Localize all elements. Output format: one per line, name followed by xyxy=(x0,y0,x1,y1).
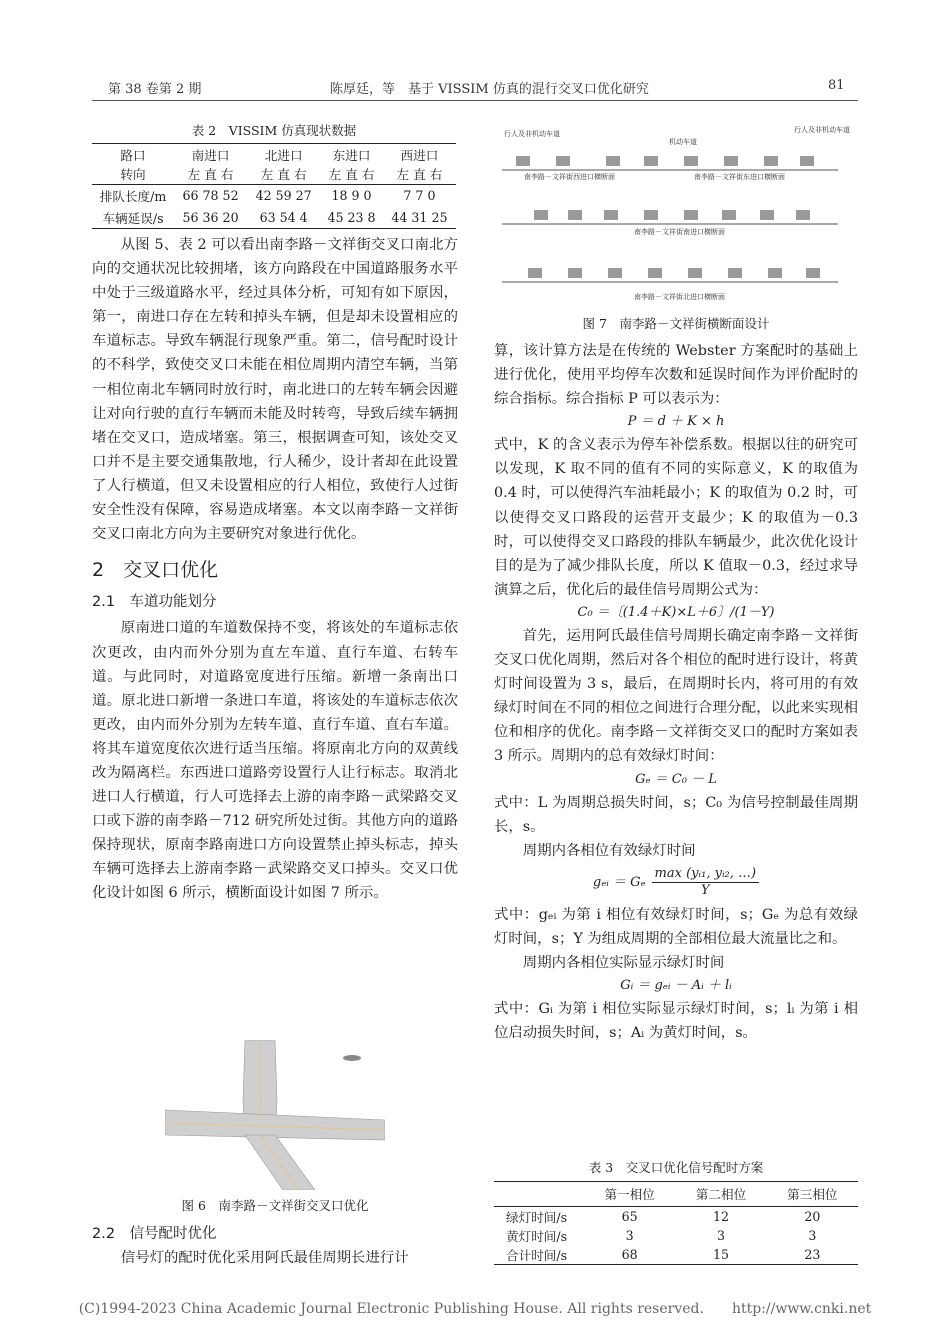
equation-green: Gₑ ＝ C₀ － L xyxy=(635,771,717,787)
paragraph: 式中：gₑᵢ 为第 i 相位有效绿灯时间，s；Gₑ 为总有效绿灯时间，s；Y 为组成周期的全部相位最大流量比之和。 xyxy=(494,906,858,947)
table2-queue-label: 排队长度/m xyxy=(99,188,167,204)
paragraph: 从图 5、表 2 可以看出南李路－文祥街交叉口南北方向的交通状况比较拥堵，该方向路段在中国道路服务水平中处于三级道路水平，经过具体分析，可知有如下原因，第一，南进口存在左转和掉头车辆，但是却未设置相应的车道标志。导致车辆混行现象严重。第二，信号配时设计的不科学，致使交叉口未能在相位周期内清空车辆，当第一相位南北车辆同时放行时，南北进口的左转车辆会因避让对向行驶的直行车辆而未能及时转弯，导致后续车辆拥堵在交叉口，造成堵塞。第三，根据调查可知，该处交叉口并不是主要交通集散地，行人稀少，设计者却在此设置了人行横道，但又未设置相应的行人相位，致使行人过街安全性没有保障，容易造成堵塞。本文以南李路－文祥街交叉口南北方向为主要研究对象进行优化。 xyxy=(92,237,458,543)
table3-cell: 12 xyxy=(712,1208,729,1224)
paragraph: 式中：Gᵢ 为第 i 相位实际显示绿灯时间，s；lᵢ 为第 i 相位启动损失时间，s；Aᵢ 为黄灯时间，s。 xyxy=(494,1001,858,1042)
page-number: 81 xyxy=(828,78,845,93)
paragraph: 算，该计算方法是在传统的 Webster 方案配时的基础上进行优化，使用平均停车次数和延误时间作为评价配时的综合指标。综合指标 P 可以表示为： xyxy=(494,343,858,408)
table3-cell: 65 xyxy=(621,1208,638,1224)
table3-header: 第一相位 xyxy=(604,1187,655,1203)
subsection-heading: 2.2 信号配时优化 xyxy=(92,1226,217,1242)
paragraph: 周期内各相位实际显示绿灯时间 xyxy=(522,954,725,971)
fig7-section-north: 南李路－文祥街北进口横断面 xyxy=(634,293,725,301)
journal-issue: 第 38 卷第 2 期 xyxy=(108,82,202,97)
subsection-heading: 2.1 车道功能划分 xyxy=(92,594,217,611)
section-heading: 2 交叉口优化 xyxy=(92,559,219,582)
table2-cell: 42 59 27 xyxy=(255,187,312,203)
table3-row-label: 黄灯时间/s xyxy=(506,1228,568,1244)
figure7-cross-sections xyxy=(494,122,858,308)
equation-phase-green xyxy=(494,863,858,903)
table3-header: 第二相位 xyxy=(695,1187,747,1203)
table2 xyxy=(92,143,456,229)
fig7-section-south: 南李路－文祥街南进口横断面 xyxy=(634,228,725,236)
table2-cell: 63 54 4 xyxy=(259,209,308,225)
table2-turns: 左 直 右 xyxy=(260,167,307,183)
table2-turns: 左 直 右 xyxy=(328,167,375,183)
paragraph: 周期内各相位有效绿灯时间 xyxy=(522,842,696,859)
figure6-intersection xyxy=(165,1040,385,1190)
table3-caption: 表 3 交叉口优化信号配时方案 xyxy=(588,1160,764,1175)
table3-cell: 3 xyxy=(716,1227,725,1243)
table2-cell: 44 31 25 xyxy=(391,209,448,225)
table2-cell: 45 23 8 xyxy=(327,209,376,225)
table3 xyxy=(494,1181,858,1265)
table2-cell: 66 78 52 xyxy=(182,187,239,203)
fig7-label-ped2: 行人及非机动车道 xyxy=(794,126,850,134)
equation-cycle: C₀ ＝〔(1.4＋K)×L＋6〕/(1－Y) xyxy=(577,604,775,620)
figure7-caption: 图 7 南李路－文祥街横断面设计 xyxy=(582,316,770,331)
table2-turns: 左 直 右 xyxy=(396,167,443,183)
fig7-label-motor: 机动车道 xyxy=(669,138,697,146)
table3-cell: 20 xyxy=(804,1208,821,1224)
table2-caption: 表 2 VISSIM 仿真现状数据 xyxy=(191,123,357,138)
table2-approach: 南进口 xyxy=(191,147,230,163)
left-column xyxy=(92,233,458,906)
equation-fraction xyxy=(652,866,760,899)
table2-cell: 18 9 0 xyxy=(331,187,372,203)
table2-cell: 7 7 0 xyxy=(403,187,436,203)
paragraph: 式中，K 的含义表示为停车补偿系数。根据以往的研究可以发现，K 取不同的值有不同的实际意义，K 的取值为 0.4 时，可以使得汽车油耗最小；K 的取值为 0.2 时，可以使得交叉口路段的运营开支最少；K 的取值为－0.3 时，可以使得交叉口路段的排队车辆最少，此次优化设计目的是为了减少排队长度，所以 K 值取－0.3，经过求导演算之后，优化后的最佳信号周期公式为： xyxy=(494,437,858,598)
left-column-tail xyxy=(92,1246,458,1270)
fig7-section-east: 南李路－文祥街东进口横断面 xyxy=(694,173,785,181)
table3-cell: 68 xyxy=(621,1246,638,1262)
table3-header: 第三相位 xyxy=(787,1187,838,1203)
equation-p: P ＝ d ＋ K × h xyxy=(627,414,725,430)
equation-numerator: max (yᵢ₁, yᵢ₂, …) xyxy=(652,866,760,883)
table2-row-label-2: 转向 xyxy=(120,167,146,183)
table3-cell: 23 xyxy=(804,1246,821,1262)
equation-lhs: gₑᵢ ＝ Gₑ xyxy=(592,874,646,890)
equation-actual-green: Gᵢ ＝ gₑᵢ － Aᵢ ＋ lᵢ xyxy=(620,978,732,994)
table3-row-label: 绿灯时间/s xyxy=(506,1209,568,1225)
table2-cell: 56 36 20 xyxy=(182,209,239,225)
table2-approach: 北进口 xyxy=(264,147,303,163)
right-column xyxy=(494,339,858,1045)
equation-denominator: Y xyxy=(701,883,710,899)
paragraph: 原南进口道的车道数保持不变，将该处的车道标志依次更改，由内而外分别为直左车道、直行车道、右转车道。与此同时，对道路宽度进行压缩。新增一条南出口道。原北进口新增一条进口车道，将该处的车道标志依次更改，由内而外分别为左转车道、直行车道、直右车道。将其车道宽度依次进行适当压缩。将原南北方向的双黄线改为隔离栏。东西进口道路旁设置行人让行标志。取消北进口人行横道，行人可选择去上游的南李路－武梁路交叉口或下游的南李路－712 研究所处过街。其他方向的道路保持现状，原南李路南进口方向设置禁止掉头标志，掉头车辆可选择去上游南李路－武梁路交叉口掉头。交叉口优化设计如图 6 所示，横断面设计如图 7 所示。 xyxy=(92,620,458,902)
fig7-label-ped: 行人及非机动车道 xyxy=(504,130,560,138)
paragraph: 首先，运用阿氏最佳信号周期长确定南李路－文祥街交叉口优化周期，然后对各个相位的配时进行设计，将黄灯时间设置为 3 s，最后，在周期时长内，将可用的有效绿灯时间在不同的相位之间进行合理分配，以此来实现相位和相序的优化。南李路－文祥街交叉口的配时方案如表 3 所示。周期内的总有效绿灯时间： xyxy=(494,627,858,765)
copyright-footer: (C)1994-2023 China Academic Journal Electronic Publishing House. All rights reserved. http://www.cnki.net xyxy=(78,1301,872,1317)
table3-cell: 3 xyxy=(625,1227,634,1243)
table2-turns: 左 直 右 xyxy=(187,167,234,183)
table2-delay-label: 车辆延误/s xyxy=(102,210,164,226)
running-title: 陈厚廷，等 基于 VISSIM 仿真的混行交叉口优化研究 xyxy=(330,82,649,97)
figure6-caption: 图 6 南李路－文祥街交叉口优化 xyxy=(181,1198,369,1213)
header-rule xyxy=(92,100,858,101)
table3-cell: 3 xyxy=(808,1227,817,1243)
table3-cell: 15 xyxy=(712,1246,729,1262)
table3-row-label: 合计时间/s xyxy=(506,1247,568,1263)
table2-approach: 西进口 xyxy=(400,147,439,163)
table2-approach: 东进口 xyxy=(332,147,371,163)
paragraph: 信号灯的配时优化采用阿氏最佳周期长进行计 xyxy=(120,1250,409,1266)
fig7-section-west: 南李路－文祥街西进口横断面 xyxy=(524,173,615,181)
table2-row-label-1: 路口 xyxy=(120,147,146,163)
paragraph: 式中：L 为周期总损失时间，s；C₀ 为信号控制最佳周期长，s。 xyxy=(494,794,858,835)
